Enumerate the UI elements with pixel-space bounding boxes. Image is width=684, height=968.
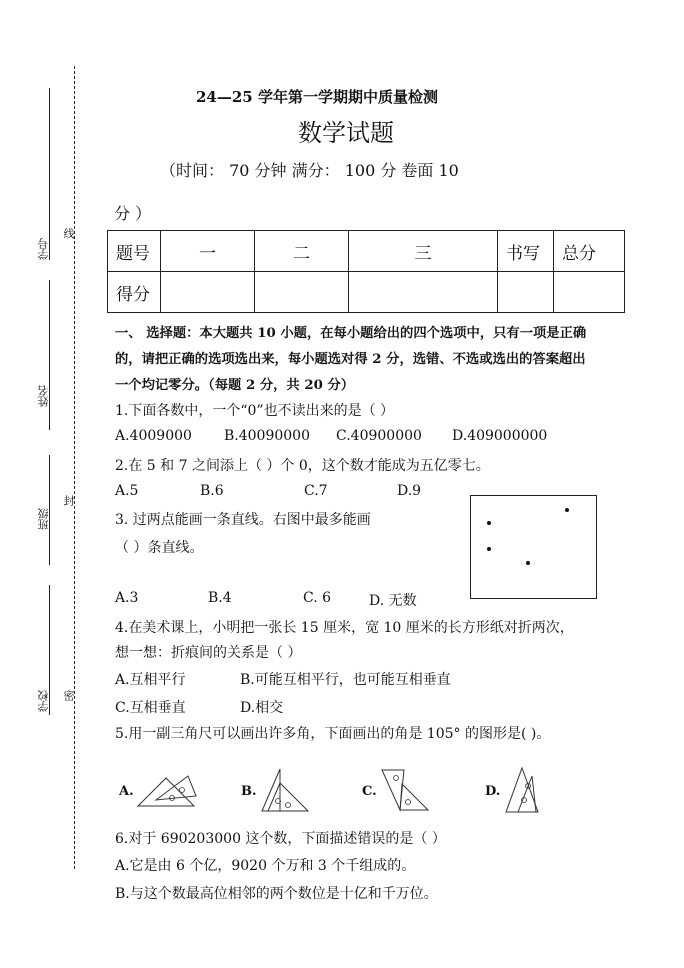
section-heading-line-2: 的，请把正确的选项选出来，每小题选对得 2 分，选错、不选或选出的答案超出 [115, 352, 586, 367]
q3-option-b[interactable]: B.4 [208, 590, 232, 606]
q1-option-d[interactable]: D.409000000 [452, 428, 548, 444]
question-4-stem-line-2: 想一想：折痕间的关系是（ ） [115, 645, 302, 661]
score-cell-section-2[interactable] [255, 272, 349, 313]
question-2-stem: 2.在 5 和 7 之间添上（ ）个 0，这个数才能成为五亿零七。 [115, 458, 490, 474]
q2-option-b[interactable]: B.6 [200, 483, 224, 499]
student-id-label: 学号 [37, 238, 50, 260]
table-header-cell: 一 [161, 231, 255, 272]
q3-option-c[interactable]: C. 6 [303, 590, 332, 606]
question-3-stem-line-1: 3. 过两点能画一条直线。右图中最多能画 [115, 512, 371, 528]
seal-mark-close: 密 [62, 690, 75, 701]
subject-title: 数学试题 [298, 119, 394, 147]
name-label: 姓名 [37, 385, 50, 407]
q2-option-d[interactable]: D.9 [397, 483, 422, 499]
q1-option-c[interactable]: C.40900000 [336, 428, 422, 444]
triangle-rulers-figure-c [378, 764, 432, 814]
name-fill-line[interactable] [49, 280, 50, 430]
school-label: 学校 [37, 690, 50, 712]
term-title: 24—25 学年第一学期期中质量检测 [196, 88, 438, 106]
q5-option-c[interactable]: C. [362, 784, 377, 799]
q4-option-c[interactable]: C.互相垂直 [115, 700, 186, 716]
q6-option-a[interactable]: A.它是由 6 个亿，9020 个万和 3 个千组成的。 [115, 858, 416, 874]
triangle-rulers-figure-a [136, 770, 198, 810]
exam-info-line-continued: 分 ） [114, 204, 152, 223]
q1-option-b[interactable]: B.40090000 [224, 428, 310, 444]
section-heading-line-3: 一个均记零分。（每题 2 分，共 20 分） [115, 378, 355, 393]
table-header-cell: 总分 [554, 231, 625, 272]
q1-option-a[interactable]: A.4009000 [115, 428, 192, 444]
binding-dashed-line [74, 66, 75, 869]
score-cell-writing[interactable] [498, 272, 554, 313]
q5-option-a[interactable]: A. [119, 784, 134, 799]
triangle-rulers-figure-d [502, 764, 542, 816]
q2-option-c[interactable]: C.7 [304, 483, 328, 499]
q4-option-b[interactable]: B.可能互相平行，也可能互相垂直 [240, 672, 451, 688]
question-3-stem-line-2: （ ）条直线。 [115, 540, 204, 556]
score-table-header-row [108, 231, 625, 272]
table-row-label: 得分 [108, 272, 161, 313]
figure-point [526, 561, 530, 565]
q3-option-a[interactable]: A.3 [115, 590, 139, 606]
q4-option-a[interactable]: A.互相平行 [115, 672, 186, 688]
figure-point [487, 547, 491, 551]
table-header-cell: 书写 [498, 231, 554, 272]
q5-option-d[interactable]: D. [485, 784, 501, 799]
table-header-cell: 二 [255, 231, 349, 272]
class-label: 班级 [37, 508, 50, 530]
score-cell-total[interactable] [554, 272, 625, 313]
score-table [107, 230, 625, 313]
table-header-cell: 三 [349, 231, 498, 272]
q2-option-a[interactable]: A.5 [115, 483, 139, 499]
table-header-cell: 题号 [108, 231, 161, 272]
student-id-fill-line[interactable] [49, 88, 50, 260]
seal-mark-line: 线 [62, 228, 75, 239]
four-points-figure [470, 495, 597, 599]
q6-option-b[interactable]: B.与这个数最高位相邻的两个数位是十亿和千万位。 [115, 886, 438, 902]
question-5-stem: 5.用一副三角尺可以画出许多角，下面画出的角是 105° 的图形是( )。 [115, 726, 551, 742]
section-heading-line-1: 一、 选择题：本大题共 10 小题，在每小题给出的四个选项中，只有一项是正确 [115, 326, 587, 341]
score-cell-section-1[interactable] [161, 272, 255, 313]
q5-option-b[interactable]: B. [241, 784, 257, 799]
seal-mark-seal: 封 [62, 495, 75, 506]
question-1-stem: 1.下面各数中，一个“0”也不读出来的是（ ） [115, 403, 395, 419]
figure-point [565, 508, 569, 512]
triangle-rulers-figure-b [258, 765, 312, 815]
q3-option-d[interactable]: D. 无数 [369, 593, 417, 609]
exam-info-line: （时间： 70 分钟 满分： 100 分 卷面 10 [160, 161, 459, 180]
question-6-stem: 6.对于 690203000 这个数，下面描述错误的是（ ） [115, 831, 446, 847]
score-cell-section-3[interactable] [349, 272, 498, 313]
score-table-score-row [108, 272, 625, 313]
question-4-stem-line-1: 4.在美术课上，小明把一张长 15 厘米，宽 10 厘米的长方形纸对折两次， [115, 620, 574, 636]
figure-point [487, 521, 491, 525]
q4-option-d[interactable]: D.相交 [240, 700, 284, 716]
